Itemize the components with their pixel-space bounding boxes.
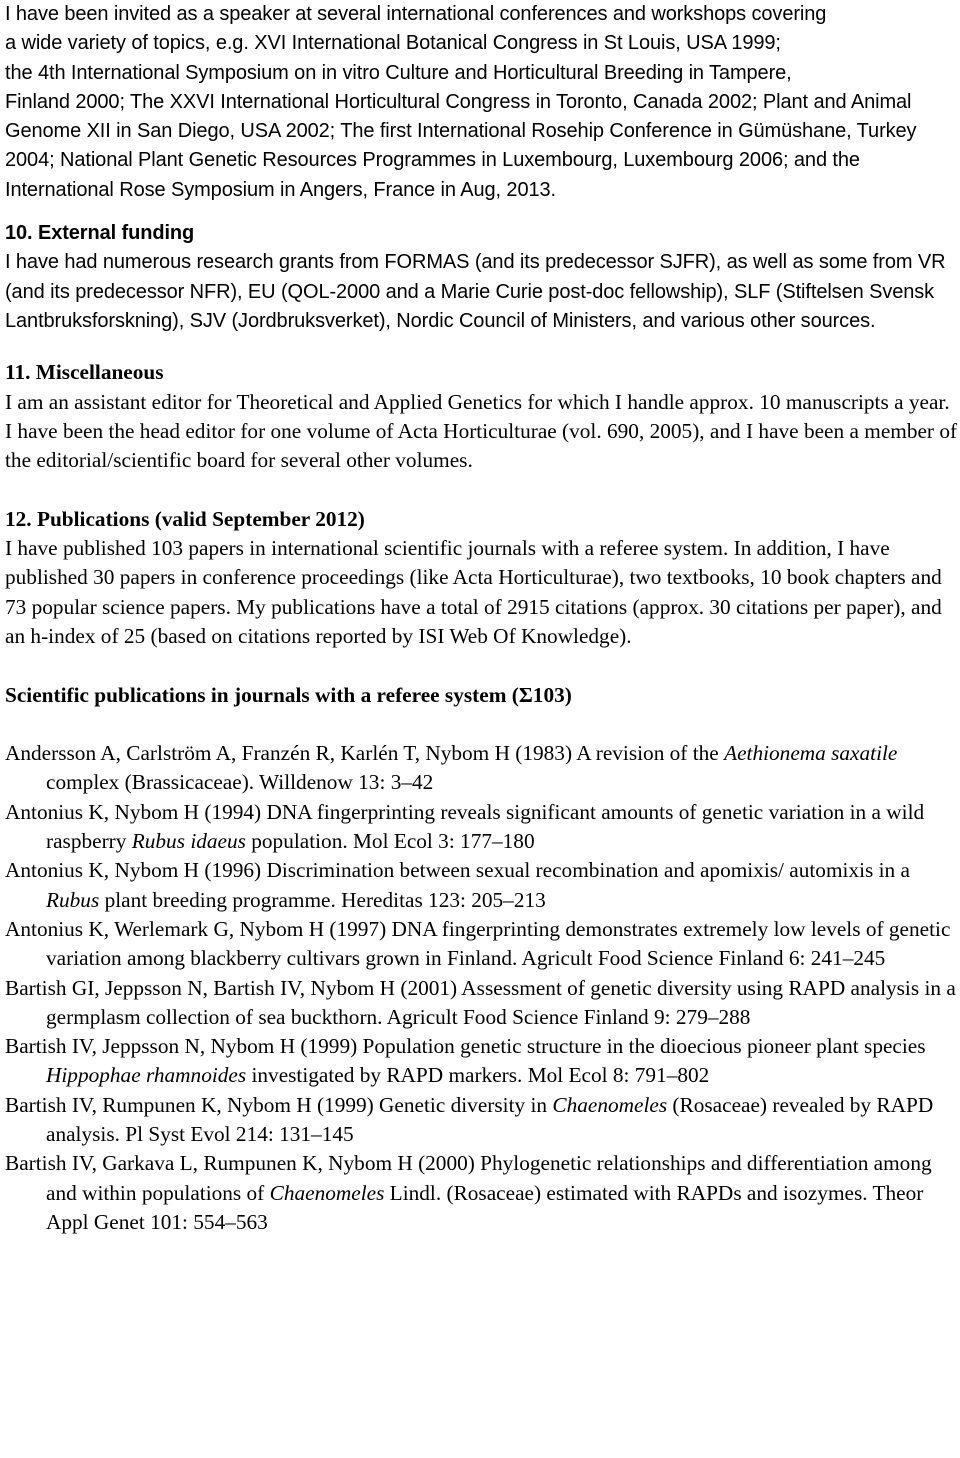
reference-item: Bartish GI, Jeppsson N, Bartish IV, Nybom H (2001) Assessment of genetic diversity using RAPD analysis in a germplasm collection of sea buckthorn. Agricult Food Science Finland 9: 279–288	[5, 975, 956, 1029]
document-page	[5, 0, 960, 1237]
speaker-line-2: a wide variety of topics, e.g. XVI International Botanical Congress in St Louis, USA 1999;	[5, 32, 781, 55]
funding-heading: 10. External funding	[5, 222, 195, 245]
refereed-heading	[5, 681, 960, 710]
speaker-text-rest: Finland 2000; The XXVI International Horticultural Congress in Toronto, Canada 2002; Plant and Animal Genome XII in San Diego, USA 2002; The first International Rosehip Conference in Gümüshane, Turkey 2004; National Plant Genetic Resources Programmes in Luxembourg, Luxembourg 2006; and the International Rose Symposium in Angers, France in Aug, 2013.	[5, 90, 917, 201]
publications-body: I have published 103 papers in international scientific journals with a referee system. In addition, I have published 30 papers in conference proceedings (like Acta Horticulturae), two textbooks, 10 book chapters and 73 popular science papers. My publications have a total of 2915 citations (approx. 30 citations per paper), and an h-index of 25 (based on citations reported by ISI Web Of Knowledge).	[5, 536, 942, 648]
publications-heading: 12. Publications (valid September 2012)	[5, 506, 365, 531]
refereed-heading-close: )	[564, 682, 572, 707]
misc-heading: 11. Miscellaneous	[5, 360, 164, 385]
misc-body: I am an assistant editor for Theoretical and Applied Genetics for which I handle approx. 10 manuscripts a year. I have been the head editor for one volume of Acta Horticulturae (vol. 690, 2005), and I have been a member of the editorial/scientific board for several other volumes.	[5, 389, 958, 473]
reference-item: Bartish IV, Garkava L, Rumpunen K, Nybom H (2000) Phylogenetic relationships and differentiation among and within populations of Chaenomeles Lindl. (Rosaceae) estimated with RAPDs and isozymes. Theor Appl Genet 101: 554–563	[5, 1151, 932, 1234]
misc-section	[5, 358, 960, 475]
speaker-line-1: I have been invited as a speaker at several international conferences and workshops covering	[5, 3, 827, 25]
speaker-paragraph	[5, 0, 960, 205]
reference-item: Andersson A, Carlström A, Franzén R, Karlén T, Nybom H (1983) A revision of the Aethionema saxatile complex (Brassicaceae). Willdenow 13: 3–42	[5, 741, 898, 795]
funding-body: I have had numerous research grants from FORMAS (and its predecessor SJFR), as well as some from VR (and its predecessor NFR), EU (QOL-2000 and a Marie Curie post-doc fellowship), SLF (Stiftelsen Svensk Lantbruksforskning), SJV (Jordbruksverket), Nordic Council of Ministers, and various other sources.	[5, 251, 946, 332]
publications-section	[5, 505, 960, 651]
funding-section	[5, 219, 960, 336]
sigma-symbol: Σ	[518, 682, 533, 707]
reference-item: Antonius K, Nybom H (1994) DNA fingerprinting reveals significant amounts of genetic variation in a wild raspberry Rubus idaeus population. Mol Ecol 3: 177–180	[5, 799, 925, 854]
refereed-heading-text: Scientific publications in journals with a referee system (	[5, 682, 519, 707]
reference-item: Antonius K, Nybom H (1996) Discrimination between sexual recombination and apomixis/ automixis in a Rubus plant breeding programme. Hereditas 123: 205–213	[5, 858, 910, 912]
refereed-count: 103	[532, 682, 565, 707]
reference-item: Bartish IV, Rumpunen K, Nybom H (1999) Genetic diversity in Chaenomeles (Rosaceae) revealed by RAPD analysis. Pl Syst Evol 214: 131–145	[5, 1092, 934, 1146]
reference-item: Antonius K, Werlemark G, Nybom H (1997) DNA fingerprinting demonstrates extremely low levels of genetic variation among blackberry cultivars grown in Finland. Agricult Food Science Finland 6: 241–245	[5, 916, 951, 971]
reference-item: Bartish IV, Jeppsson N, Nybom H (1999) Population genetic structure in the dioecious pioneer plant species Hippophae rhamnoides investigated by RAPD markers. Mol Ecol 8: 791–802	[5, 1034, 926, 1088]
speaker-line-3: the 4th International Symposium on in vitro Culture and Horticultural Breeding in Tampere,	[5, 61, 792, 84]
reference-list	[5, 739, 960, 1237]
